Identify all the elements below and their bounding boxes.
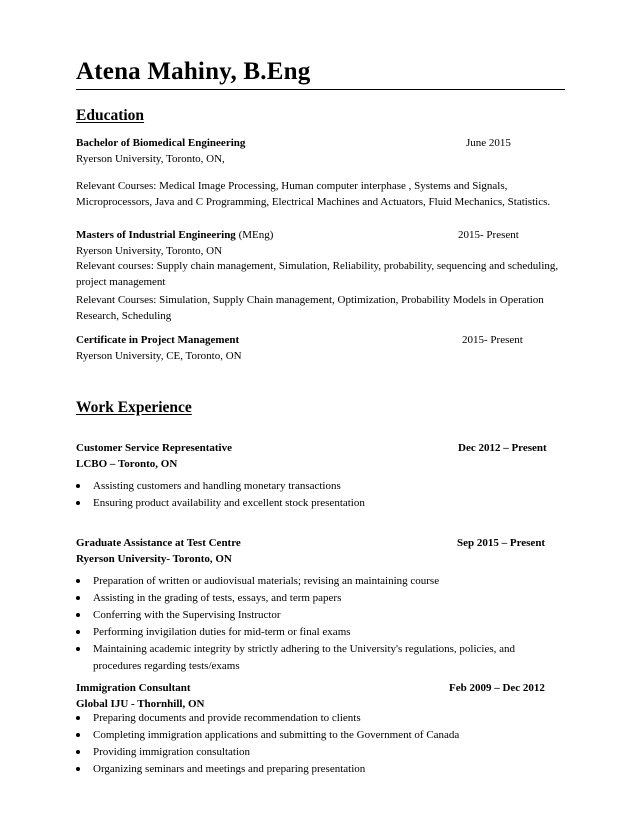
job-immigration-duties xyxy=(76,710,566,778)
bachelor-date: June 2015 xyxy=(466,137,511,149)
job-lcbo xyxy=(76,441,566,472)
education-heading: Education xyxy=(76,107,145,124)
education-masters xyxy=(76,228,566,290)
job-date: Feb 2009 – Dec 2012 xyxy=(449,682,545,694)
duty-item: Assisting in the grading of tests, essays, and term papers xyxy=(76,590,566,607)
masters-courses-2: Relevant Courses: Simulation, Supply Chain management, Optimization, Probability Models in Operation Research, Scheduling xyxy=(76,294,544,322)
work-heading: Work Experience xyxy=(76,399,192,416)
masters-date: 2015- Present xyxy=(458,229,519,241)
bachelor-institution: Ryerson University, Toronto, ON, xyxy=(76,152,225,165)
bachelor-title: Bachelor of Biomedical Engineering xyxy=(76,137,246,149)
job-title: Immigration Consultant xyxy=(76,682,191,694)
certificate-date: 2015- Present xyxy=(462,334,523,346)
duty-item: Preparation of written or audiovisual materials; revising an maintaining course xyxy=(76,573,566,590)
certificate-institution: Ryerson University, CE, Toronto, ON xyxy=(76,349,242,362)
duty-item: Maintaining academic integrity by strictly adhering to the University's regulations, policies, and procedures regarding tests/exams xyxy=(76,641,566,675)
masters-courses-1: Relevant courses: Supply chain management, Simulation, Reliability, probability, sequencing and scheduling, project management xyxy=(76,260,559,288)
education-certificate xyxy=(76,333,566,364)
job-employer: Global IJU - Thornhill, ON xyxy=(76,697,205,710)
bachelor-courses-text: Relevant Courses: Medical Image Processing, Human computer interphase , Systems and Signals, Microprocessors, Java and C Programming, Electrical Machines and Actuators, Fluid Mechanics, Statistics. xyxy=(76,180,551,208)
job-title: Customer Service Representative xyxy=(76,442,232,454)
job-test-centre-duties xyxy=(76,573,566,675)
duty-item: Preparing documents and provide recommendation to clients xyxy=(76,710,566,727)
job-title: Graduate Assistance at Test Centre xyxy=(76,537,241,549)
job-lcbo-duties xyxy=(76,478,566,512)
resume-name: Atena Mahiny, B.Eng xyxy=(76,58,311,85)
duty-item: Assisting customers and handling monetary transactions xyxy=(76,478,566,495)
certificate-title: Certificate in Project Management xyxy=(76,334,240,346)
duty-item: Ensuring product availability and excellent stock presentation xyxy=(76,495,566,512)
duty-item: Performing invigilation duties for mid-term or final exams xyxy=(76,624,566,641)
masters-courses-block xyxy=(76,293,566,324)
job-test-centre xyxy=(76,536,566,567)
duty-item: Completing immigration applications and submitting to the Government of Canada xyxy=(76,727,566,744)
job-date: Dec 2012 – Present xyxy=(458,442,547,454)
duty-item: Providing immigration consultation xyxy=(76,744,566,761)
job-date: Sep 2015 – Present xyxy=(457,537,546,549)
duty-item: Organizing seminars and meetings and preparing presentation xyxy=(76,761,566,778)
masters-degree-abbrev: (MEng) xyxy=(235,229,274,241)
job-employer: LCBO – Toronto, ON xyxy=(76,457,178,470)
bachelor-courses xyxy=(76,179,566,210)
masters-institution: Ryerson University, Toronto, ON xyxy=(76,244,223,257)
job-immigration xyxy=(76,681,566,712)
education-bachelor xyxy=(76,136,566,167)
duty-item: Conferring with the Supervising Instructor xyxy=(76,607,566,624)
header-divider xyxy=(76,89,565,90)
job-employer: Ryerson University- Toronto, ON xyxy=(76,552,232,565)
masters-title: Masters of Industrial Engineering xyxy=(76,229,236,241)
